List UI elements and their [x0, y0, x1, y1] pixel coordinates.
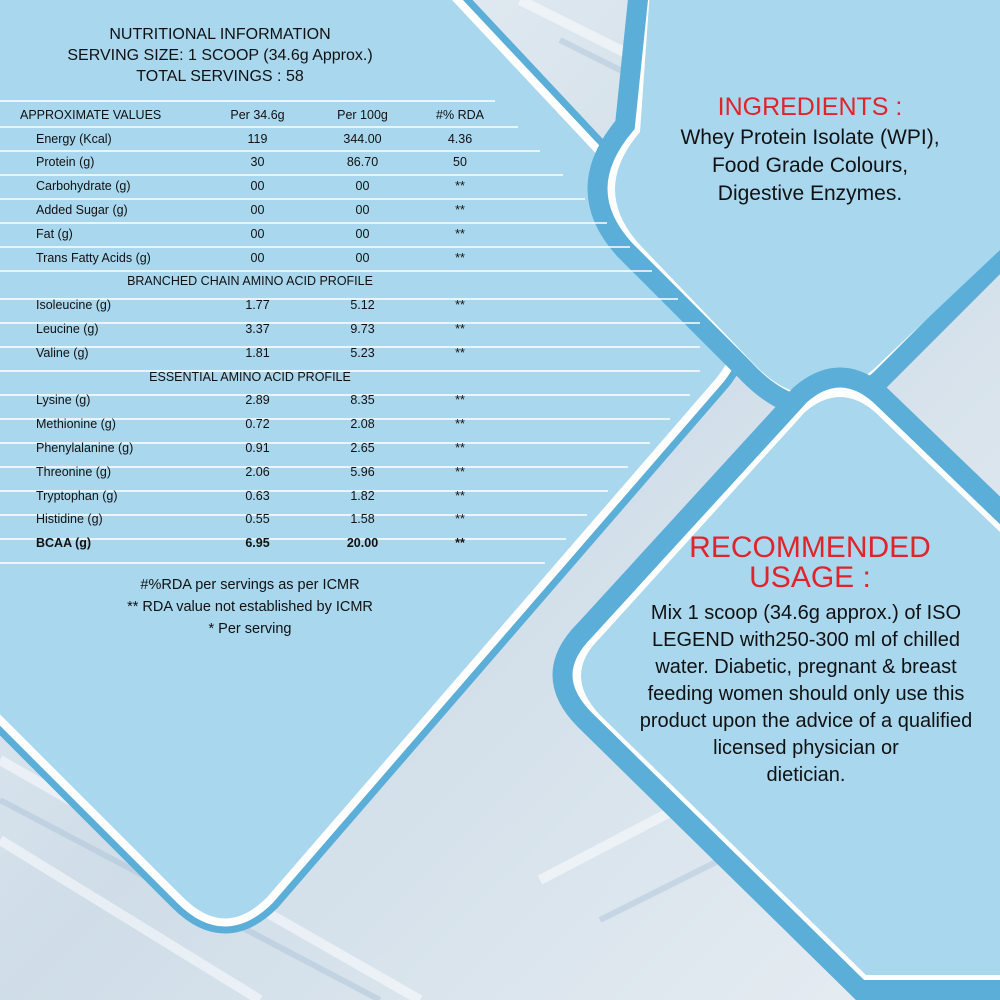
- nutrient-name: Added Sugar (g): [36, 203, 128, 218]
- nutrition-header: [0, 24, 440, 87]
- note-line: * Per serving: [208, 621, 292, 637]
- nutrient-value: 00: [355, 226, 370, 241]
- nutrient-value: 0.63: [245, 488, 270, 503]
- nutrient-value: 2.65: [350, 441, 375, 456]
- table-row: [0, 341, 500, 365]
- nutrient-value: 00: [250, 203, 265, 218]
- table-row: [0, 127, 500, 151]
- nutrient-value: **: [455, 393, 465, 408]
- nutrient-value: 30: [250, 155, 265, 170]
- usage-title: [640, 533, 980, 593]
- nutrient-value: 20.00: [346, 536, 379, 551]
- nutrient-value: 1.77: [245, 298, 270, 313]
- nutrient-name: Protein (g): [36, 155, 95, 170]
- table-row: [0, 198, 500, 222]
- nutrient-value: 9.73: [350, 322, 375, 337]
- table-row: [0, 508, 500, 532]
- table-row: [0, 531, 500, 555]
- table-row: [0, 151, 500, 175]
- nutrient-value: **: [455, 512, 465, 527]
- nutrient-value: **: [455, 488, 465, 503]
- nutrient-value: 0.72: [245, 417, 270, 432]
- nutrient-name: Carbohydrate (g): [36, 179, 131, 194]
- nutrient-name: Threonine (g): [36, 464, 112, 479]
- ingredients-title: INGREDIENTS :: [717, 93, 903, 121]
- nutrient-name: Histidine (g): [36, 512, 103, 527]
- nutrient-value: 00: [355, 203, 370, 218]
- serving-size: SERVING SIZE: 1 SCOOP (34.6g Approx.): [67, 47, 373, 64]
- table-row: [0, 174, 500, 198]
- table-row: [0, 317, 500, 341]
- column-header: Per 100g: [337, 107, 388, 122]
- usage-line: product upon the advice of a qualified: [639, 710, 973, 732]
- usage-title-line: USAGE :: [749, 561, 871, 594]
- nutrient-value: **: [455, 179, 465, 194]
- nutrient-value: 6.95: [245, 536, 270, 551]
- nutrient-value: 1.82: [350, 488, 375, 503]
- usage-title-line: RECOMMENDED: [689, 531, 931, 564]
- table-row: [0, 246, 500, 270]
- nutrient-value: **: [455, 536, 465, 551]
- table-row: [0, 222, 500, 246]
- nutrient-value: 1.81: [245, 345, 270, 360]
- section-row: [0, 365, 500, 389]
- nutrient-value: **: [455, 250, 465, 265]
- nutrient-value: 00: [355, 250, 370, 265]
- nutrient-value: 86.70: [346, 155, 379, 170]
- table-header-row: [0, 103, 500, 127]
- column-header: APPROXIMATE VALUES: [20, 107, 162, 122]
- nutrient-value: 00: [250, 179, 265, 194]
- ingredient-line: Whey Protein Isolate (WPI),: [680, 126, 940, 149]
- nutrient-value: 5.96: [350, 464, 375, 479]
- nutrient-value: 5.12: [350, 298, 375, 313]
- table-row: [0, 460, 500, 484]
- nutrient-value: 1.58: [350, 512, 375, 527]
- note-line: ** RDA value not established by ICMR: [127, 599, 373, 615]
- nutrient-value: **: [455, 345, 465, 360]
- nutrient-value: 2.06: [245, 464, 270, 479]
- nutrient-value: 0.91: [245, 441, 270, 456]
- nutrient-name: Lysine (g): [36, 393, 91, 408]
- section-row: [0, 270, 500, 294]
- section-title: ESSENTIAL AMINO ACID PROFILE: [149, 369, 351, 384]
- nutrient-value: 0.55: [245, 512, 270, 527]
- nutrient-name: Trans Fatty Acids (g): [36, 250, 151, 265]
- nutrient-value: 00: [250, 226, 265, 241]
- nutrient-name: Valine (g): [36, 345, 89, 360]
- nutrition-table: [0, 103, 500, 555]
- nutrient-value: **: [455, 441, 465, 456]
- nutrient-value: 4.36: [447, 131, 473, 146]
- nutrient-value: 50: [453, 155, 467, 170]
- usage-line: dietician.: [766, 764, 846, 786]
- usage-line: Mix 1 scoop (34.6g approx.) of ISO: [650, 602, 962, 624]
- nutrient-name: BCAA (g): [36, 536, 92, 551]
- total-servings: TOTAL SERVINGS : 58: [136, 68, 304, 85]
- nutrient-value: 3.37: [245, 322, 270, 337]
- nutrient-value: 8.35: [350, 393, 375, 408]
- nutrient-value: **: [455, 464, 465, 479]
- table-row: [0, 436, 500, 460]
- nutrient-value: 2.08: [350, 417, 375, 432]
- table-row: [0, 484, 500, 508]
- table-row: [0, 293, 500, 317]
- nutrient-value: 2.89: [245, 393, 270, 408]
- ingredient-line: Digestive Enzymes.: [717, 182, 903, 205]
- table-row: [0, 412, 500, 436]
- usage-line: water. Diabetic, pregnant & breast: [655, 656, 957, 678]
- note-line: #%RDA per servings as per ICMR: [140, 577, 360, 593]
- nutrient-name: Phenylalanine (g): [36, 441, 134, 456]
- nutrition-title: NUTRITIONAL INFORMATION: [109, 26, 331, 43]
- nutrient-value: 00: [250, 250, 265, 265]
- nutrient-value: **: [455, 226, 465, 241]
- nutrient-value: 344.00: [343, 131, 382, 146]
- nutrient-name: Isoleucine (g): [36, 298, 112, 313]
- column-header: Per 34.6g: [230, 107, 285, 122]
- usage-line: licensed physician or: [713, 737, 899, 759]
- nutrient-name: Tryptophan (g): [36, 488, 118, 503]
- usage-line: feeding women should only use this: [647, 683, 965, 705]
- column-header: #% RDA: [436, 107, 484, 122]
- nutrient-value: **: [455, 298, 465, 313]
- table-row: [0, 389, 500, 413]
- nutrient-value: 119: [247, 131, 268, 146]
- ingredients-list: [640, 124, 980, 208]
- nutrient-value: 00: [355, 179, 370, 194]
- nutrient-value: 5.23: [350, 345, 375, 360]
- nutrient-value: **: [455, 417, 465, 432]
- ingredient-line: Food Grade Colours,: [711, 154, 909, 177]
- nutrient-value: **: [455, 322, 465, 337]
- section-title: BRANCHED CHAIN AMINO ACID PROFILE: [127, 274, 373, 289]
- nutrient-value: **: [455, 203, 465, 218]
- usage-line: LEGEND with250-300 ml of chilled: [652, 629, 960, 651]
- nutrient-name: Energy (Kcal): [36, 131, 112, 146]
- nutrient-name: Leucine (g): [36, 322, 99, 337]
- nutrient-name: Fat (g): [36, 226, 73, 241]
- nutrient-name: Methionine (g): [36, 417, 116, 432]
- nutrition-notes: [0, 574, 500, 640]
- usage-text: [600, 600, 1000, 789]
